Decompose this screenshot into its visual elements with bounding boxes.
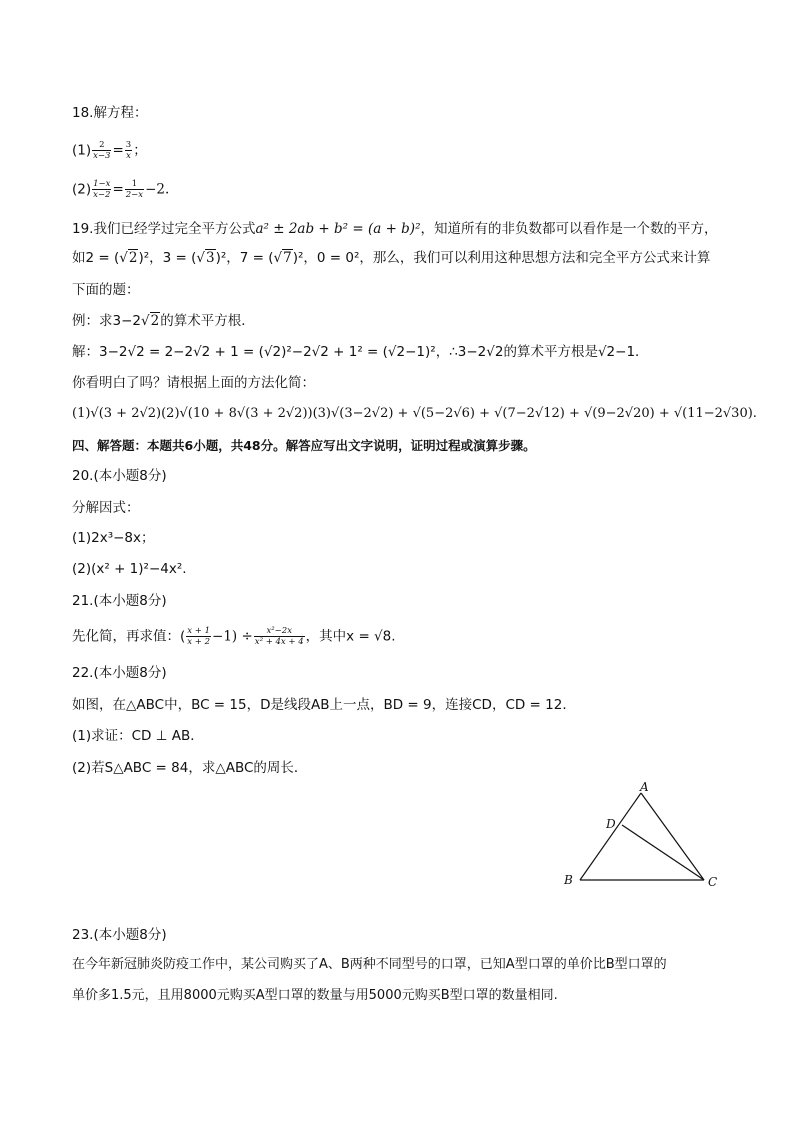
label-b: B [564, 873, 573, 887]
q22-part1: (1)求证：CD ⊥ AB． [72, 728, 204, 744]
q18-part1: (1) $\frac{2}{x-3}$ = $\frac{3}{x}$ ； [72, 140, 147, 161]
q20-part1: (1)2x³−8x； [72, 530, 155, 546]
q18-p2-fraction-right: $\frac{1}{2-x}$ [125, 179, 144, 200]
q18-title: 18.解方程： [72, 105, 148, 121]
segment-ab [580, 793, 641, 880]
section-four-heading: 四、解答题：本题共6小题，共48分。解答应写出文字说明，证明过程或演算步骤。 [72, 438, 536, 453]
segment-cd [622, 825, 704, 880]
q19-prompt: 你看明白了吗？请根据上面的方法化简： [72, 375, 315, 391]
q21-fraction-right: $\frac{\text{x²−2x}}{\text{x² + 4x + 4}}$ [254, 626, 304, 647]
q20-intro: 分解因式： [72, 500, 140, 516]
q19-example: 例：求3−2√2的算术平方根． [72, 313, 255, 329]
label-d: D [606, 817, 616, 831]
q18-p1-fraction-right: $\frac{3}{x}$ [125, 140, 132, 161]
q21-title: 21.(本小题8分) [72, 593, 167, 609]
q18-p1-fraction-left: $\frac{2}{x-3}$ [93, 140, 111, 161]
triangle-figure [556, 780, 726, 892]
label-c: C [708, 875, 718, 889]
q20-title: 20.(本小题8分) [72, 468, 167, 484]
q21-fraction-left: $\frac{x + 1}{x + 2}$ [187, 626, 211, 647]
q18-p1-label: (1) [72, 142, 92, 159]
q23-title: 23.(本小题8分) [72, 927, 167, 943]
label-a: A [640, 780, 649, 794]
q19-tasks: (1)√(3 + 2√2)(2)√(10 + 8√(3 + 2√2))(3)√(3−2√2) + √(5−2√6) + √(7−2√12) + √(9−2√20) + √(11−2√30). [72, 406, 757, 421]
q23-line2: 单价多1.5元，且用8000元购买A型口罩的数量与用5000元购买B型口罩的数量相同. [72, 988, 558, 1003]
q22-part2: (2)若S△ABC = 84，求△ABC的周长． [72, 760, 308, 776]
q19-formula: a² ± 2ab + b² = (a + b)² [255, 221, 421, 237]
q19-solution: 解：3−2√2 = 2−2√2 + 1 = (√2)²−2√2 + 1² = (√2−1)²，∴3−2√2的算术平方根是√2−1． [72, 344, 649, 360]
q18-p2-fraction-left: $\frac{1-x}{x-2}$ [93, 179, 111, 200]
segment-ac [641, 793, 704, 880]
q19-line2: 如2 = (√2)²，3 = (√3)²，7 = (√7)²，0 = 0²，那么，我们可以利用这种思想方法和完全平方公式来计算 [72, 250, 711, 266]
q18-p2-label: (2) [72, 181, 92, 198]
q23-line1: 在今年新冠肺炎防疫工作中，某公司购买了A、B两种不同型号的口罩，已知A型口罩的单价比B型口罩的 [72, 957, 667, 972]
q22-text: 如图，在△ABC中，BC = 15，D是线段AB上一点，BD = 9，连接CD，CD = 12． [72, 697, 576, 713]
q21-expression: 先化简，再求值：( $\frac{x + 1}{x + 2}$ −1) ÷ $\frac{\text{x²−2x}}{\text{x² + 4x + 4}}$ ，其中x = √8. [72, 626, 396, 647]
q19-line1: 19.我们已经学过完全平方公式a² ± 2ab + b² = (a + b)²，知道所有的非负数都可以看作是一个数的平方， [72, 221, 718, 237]
q20-part2: (2)(x² + 1)²−4x². [72, 561, 187, 577]
q22-title: 22.(本小题8分) [72, 665, 167, 681]
q19-line3: 下面的题： [72, 282, 140, 298]
q18-part2: (2) $\frac{1-x}{x-2}$ = $\frac{1}{2-x}$ −2. [72, 179, 170, 200]
